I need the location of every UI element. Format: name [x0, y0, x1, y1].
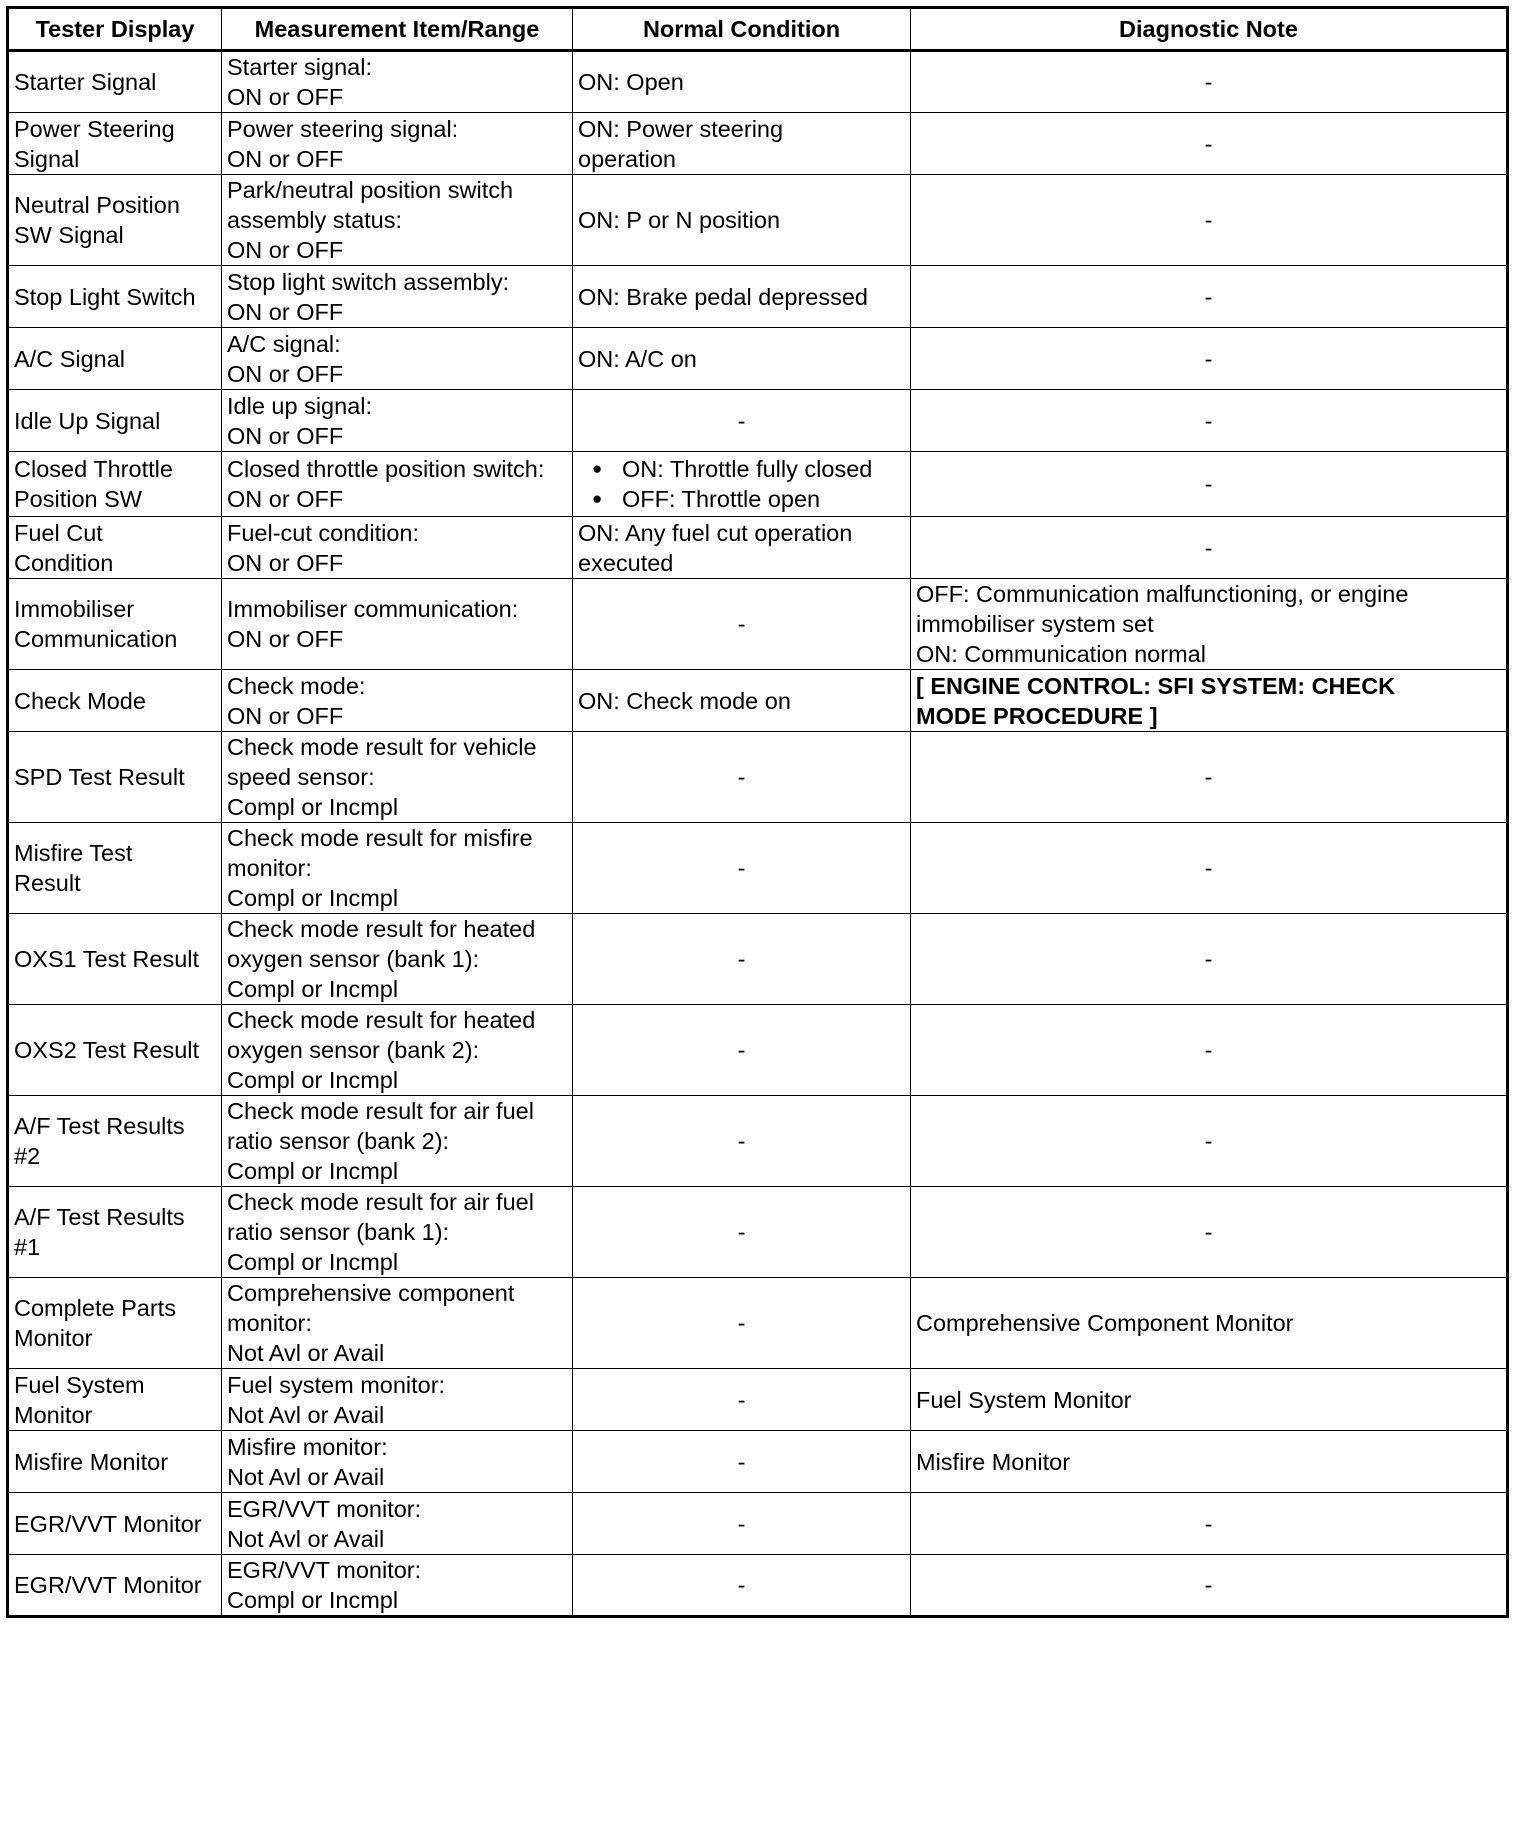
- normal-condition-cell: -: [573, 1096, 911, 1187]
- table-row: [8, 579, 1508, 670]
- normal-condition-cell: -: [573, 1005, 911, 1096]
- normal-condition-cell: ON: Brake pedal depressed: [573, 266, 911, 328]
- tester-display-cell: A/F Test Results #2: [8, 1096, 222, 1187]
- measurement-cell: Closed throttle position switch: ON or OFF: [222, 452, 573, 517]
- normal-condition-cell: ON: Any fuel cut operation executed: [573, 517, 911, 579]
- table-row: [8, 1369, 1508, 1431]
- diagnostic-note-cell: -: [911, 1096, 1508, 1187]
- table-row: [8, 1555, 1508, 1617]
- normal-condition-cell: [573, 452, 911, 517]
- tester-display-cell: Check Mode: [8, 670, 222, 732]
- bullet-item: ● OFF: Throttle open: [592, 484, 905, 514]
- tester-display-cell: Idle Up Signal: [8, 390, 222, 452]
- table-row: [8, 51, 1508, 113]
- measurement-cell: Idle up signal: ON or OFF: [222, 390, 573, 452]
- diagnostic-note-cell: Comprehensive Component Monitor: [911, 1278, 1508, 1369]
- diagnostic-note-cell: Fuel System Monitor: [911, 1369, 1508, 1431]
- table-row: [8, 452, 1508, 517]
- diagnostic-note-cell: -: [911, 914, 1508, 1005]
- diagnostic-note-cell: -: [911, 51, 1508, 113]
- tester-display-cell: Neutral Position SW Signal: [8, 175, 222, 266]
- bullet-item: ● ON: Throttle fully closed: [592, 454, 905, 484]
- normal-condition-cell: -: [573, 579, 911, 670]
- measurement-cell: Fuel system monitor: Not Avl or Avail: [222, 1369, 573, 1431]
- normal-condition-cell: -: [573, 390, 911, 452]
- tester-display-cell: Fuel Cut Condition: [8, 517, 222, 579]
- table-row: [8, 113, 1508, 175]
- header-normal-condition: Normal Condition: [573, 8, 911, 51]
- tester-display-cell: A/F Test Results #1: [8, 1187, 222, 1278]
- normal-condition-cell: ON: Power steering operation: [573, 113, 911, 175]
- header-measurement-item: Measurement Item/Range: [222, 8, 573, 51]
- header-diagnostic-note: Diagnostic Note: [911, 8, 1508, 51]
- measurement-cell: Park/neutral position switch assembly status: ON or OFF: [222, 175, 573, 266]
- table-row: [8, 1278, 1508, 1369]
- table-row: [8, 823, 1508, 914]
- diagnostic-note-cell: -: [911, 732, 1508, 823]
- table-row: [8, 1005, 1508, 1096]
- measurement-cell: Check mode result for misfire monitor: Compl or Incmpl: [222, 823, 573, 914]
- tester-display-cell: EGR/VVT Monitor: [8, 1555, 222, 1617]
- diagnostic-note-cell: -: [911, 1493, 1508, 1555]
- measurement-cell: Power steering signal: ON or OFF: [222, 113, 573, 175]
- data-list-table: [6, 6, 1509, 1618]
- tester-display-cell: Power Steering Signal: [8, 113, 222, 175]
- table-row: [8, 1431, 1508, 1493]
- normal-condition-cell: -: [573, 1431, 911, 1493]
- measurement-cell: Check mode result for heated oxygen sensor (bank 1): Compl or Incmpl: [222, 914, 573, 1005]
- normal-condition-cell: -: [573, 914, 911, 1005]
- table-row: [8, 390, 1508, 452]
- table-row: [8, 1187, 1508, 1278]
- diagnostic-note-cell: -: [911, 390, 1508, 452]
- header-tester-display: Tester Display: [8, 8, 222, 51]
- tester-display-cell: A/C Signal: [8, 328, 222, 390]
- table-row: [8, 266, 1508, 328]
- measurement-cell: Check mode: ON or OFF: [222, 670, 573, 732]
- diagnostic-note-cell: -: [911, 517, 1508, 579]
- tester-display-cell: Immobiliser Communication: [8, 579, 222, 670]
- normal-condition-cell: ON: Check mode on: [573, 670, 911, 732]
- tester-display-cell: Closed Throttle Position SW: [8, 452, 222, 517]
- measurement-cell: Check mode result for air fuel ratio sensor (bank 2): Compl or Incmpl: [222, 1096, 573, 1187]
- normal-condition-cell: ON: Open: [573, 51, 911, 113]
- tester-display-cell: Fuel System Monitor: [8, 1369, 222, 1431]
- tester-display-cell: SPD Test Result: [8, 732, 222, 823]
- measurement-cell: EGR/VVT monitor: Compl or Incmpl: [222, 1555, 573, 1617]
- table-row: [8, 914, 1508, 1005]
- diagnostic-note-cell: -: [911, 113, 1508, 175]
- diagnostic-note-cell: -: [911, 175, 1508, 266]
- tester-display-cell: OXS1 Test Result: [8, 914, 222, 1005]
- measurement-cell: Misfire monitor: Not Avl or Avail: [222, 1431, 573, 1493]
- measurement-cell: A/C signal: ON or OFF: [222, 328, 573, 390]
- tester-display-cell: Misfire Monitor: [8, 1431, 222, 1493]
- normal-condition-cell: -: [573, 1278, 911, 1369]
- diagnostic-note-cell: -: [911, 452, 1508, 517]
- measurement-cell: Check mode result for heated oxygen sensor (bank 2): Compl or Incmpl: [222, 1005, 573, 1096]
- tester-display-cell: Complete Parts Monitor: [8, 1278, 222, 1369]
- normal-condition-cell: ON: P or N position: [573, 175, 911, 266]
- measurement-cell: Starter signal: ON or OFF: [222, 51, 573, 113]
- tester-display-cell: Stop Light Switch: [8, 266, 222, 328]
- normal-condition-cell: -: [573, 1187, 911, 1278]
- normal-condition-cell: ON: A/C on: [573, 328, 911, 390]
- data-list-sheet: [6, 6, 1506, 1618]
- diagnostic-note-cell: OFF: Communication malfunctioning, or engine immobiliser system set ON: Communication normal: [911, 579, 1508, 670]
- diagnostic-note-cell: -: [911, 823, 1508, 914]
- table-row: [8, 517, 1508, 579]
- normal-condition-cell: -: [573, 732, 911, 823]
- diagnostic-note-cell: Misfire Monitor: [911, 1431, 1508, 1493]
- measurement-cell: Comprehensive component monitor: Not Avl or Avail: [222, 1278, 573, 1369]
- table-row: [8, 1493, 1508, 1555]
- table-row: [8, 732, 1508, 823]
- table-row: [8, 328, 1508, 390]
- diagnostic-note-cell: -: [911, 1005, 1508, 1096]
- measurement-cell: Check mode result for vehicle speed sensor: Compl or Incmpl: [222, 732, 573, 823]
- measurement-cell: Fuel-cut condition: ON or OFF: [222, 517, 573, 579]
- tester-display-cell: Misfire Test Result: [8, 823, 222, 914]
- measurement-cell: EGR/VVT monitor: Not Avl or Avail: [222, 1493, 573, 1555]
- procedure-reference-link[interactable]: [ ENGINE CONTROL: SFI SYSTEM: CHECK MODE PROCEDURE ]: [911, 670, 1508, 732]
- table-row: [8, 670, 1508, 732]
- normal-condition-cell: -: [573, 823, 911, 914]
- normal-condition-list: [578, 454, 905, 514]
- header-row: [8, 8, 1508, 51]
- diagnostic-note-cell: -: [911, 1187, 1508, 1278]
- diagnostic-note-cell: -: [911, 266, 1508, 328]
- measurement-cell: Immobiliser communication: ON or OFF: [222, 579, 573, 670]
- normal-condition-cell: -: [573, 1493, 911, 1555]
- tester-display-cell: OXS2 Test Result: [8, 1005, 222, 1096]
- measurement-cell: Check mode result for air fuel ratio sensor (bank 1): Compl or Incmpl: [222, 1187, 573, 1278]
- diagnostic-note-cell: -: [911, 1555, 1508, 1617]
- tester-display-cell: Starter Signal: [8, 51, 222, 113]
- normal-condition-cell: -: [573, 1555, 911, 1617]
- table-row: [8, 1096, 1508, 1187]
- tester-display-cell: EGR/VVT Monitor: [8, 1493, 222, 1555]
- diagnostic-note-cell: -: [911, 328, 1508, 390]
- normal-condition-cell: -: [573, 1369, 911, 1431]
- table-row: [8, 175, 1508, 266]
- measurement-cell: Stop light switch assembly: ON or OFF: [222, 266, 573, 328]
